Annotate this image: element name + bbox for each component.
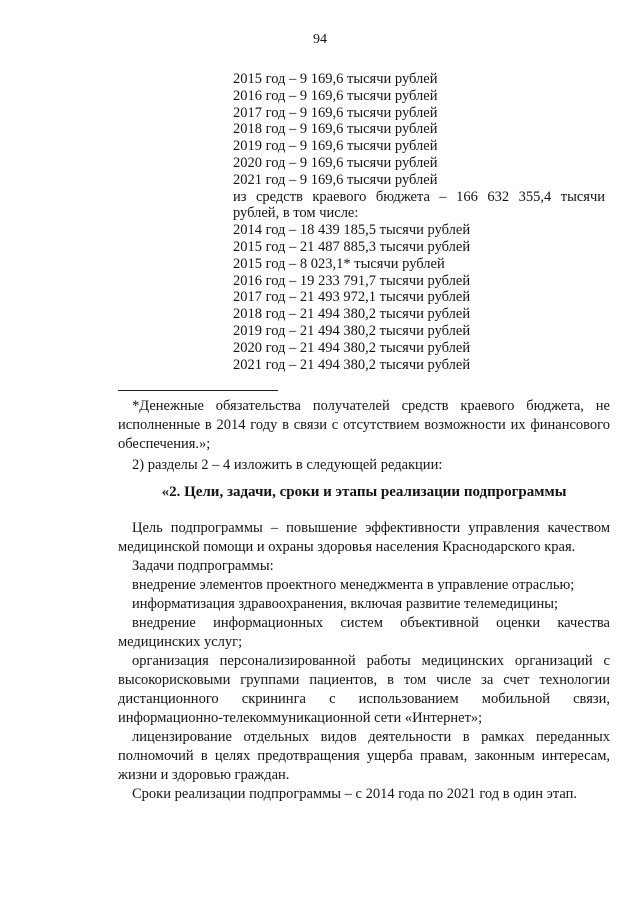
funding-block xyxy=(233,71,605,373)
paragraph-goal: Цель подпрограммы – повышение эффективности управления качеством медицинской помощи и охраны здоровья населения Краснодарского края. xyxy=(118,520,610,555)
amendment-instruction: 2) разделы 2 – 4 изложить в следующей редакции: xyxy=(132,457,443,473)
regional-budget-tail: рублей, в том числе: xyxy=(233,205,359,222)
funding-line: 2021 год – 21 494 380,2 тысячи рублей xyxy=(233,356,471,373)
funding-line: 2017 год – 9 169,6 тысячи рублей xyxy=(233,104,438,121)
funding-line: 2017 год – 21 493 972,1 тысячи рублей xyxy=(233,289,471,306)
paragraph-task: внедрение информационных систем объективной оценки качества медицинских услуг; xyxy=(118,615,610,650)
section-body xyxy=(118,519,610,804)
funding-line: 2018 год – 21 494 380,2 тысячи рублей xyxy=(233,306,471,323)
funding-line: 2015 год – 21 487 885,3 тысячи рублей xyxy=(233,238,471,255)
paragraph-task: внедрение элементов проектного менеджмента в управление отраслью; xyxy=(132,577,575,593)
funding-line: 2015 год – 8 023,1* тысячи рублей xyxy=(233,255,445,272)
funding-line: 2019 год – 9 169,6 тысячи рублей xyxy=(233,138,438,155)
funding-line: 2016 год – 9 169,6 тысячи рублей xyxy=(233,87,438,104)
section-title: «2. Цели, задачи, сроки и этапы реализации подпрограммы xyxy=(161,484,567,500)
paragraph-task: организация персонализированной работы медицинских организаций с высокорисковыми группами пациентов, в том числе за счет технологии дистанционного скрининга с использованием мобильной связи, информационно-телекоммуникационной сети «Интернет»; xyxy=(118,653,610,726)
paragraph-task: лицензирование отдельных видов деятельности в рамках переданных полномочий в целях предотвращения ущерба правам, законным интересам, жизни и здоровью граждан. xyxy=(118,729,610,783)
funding-line: 2019 год – 21 494 380,2 тысячи рублей xyxy=(233,322,471,339)
page-number: 94 xyxy=(313,32,327,47)
funding-line: 2020 год – 21 494 380,2 тысячи рублей xyxy=(233,339,471,356)
paragraph-timeline: Сроки реализации подпрограммы – с 2014 года по 2021 год в один этап. xyxy=(132,786,577,802)
funding-line: 2021 год – 9 169,6 тысячи рублей xyxy=(233,171,438,188)
paragraph-tasks-heading: Задачи подпрограммы: xyxy=(132,558,274,574)
funding-line: 2020 год – 9 169,6 тысячи рублей xyxy=(233,154,438,171)
regional-budget-head: из средств краевого бюджета – 166 632 355,4 тысячи xyxy=(233,188,605,205)
footnote: *Денежные обязательства получателей средств краевого бюджета, не исполненные в 2014 году в связи с отсутствием возможности их финансового обеспечения.»; xyxy=(118,398,610,452)
funding-line: 2014 год – 18 439 185,5 тысячи рублей xyxy=(233,222,471,239)
funding-line: 2015 год – 9 169,6 тысячи рублей xyxy=(233,71,438,87)
footnote-divider xyxy=(118,390,278,391)
paragraph-task: информатизация здравоохранения, включая развитие телемедицины; xyxy=(132,596,559,612)
funding-line: 2018 год – 9 169,6 тысячи рублей xyxy=(233,121,438,138)
funding-line: 2016 год – 19 233 791,7 тысячи рублей xyxy=(233,272,471,289)
